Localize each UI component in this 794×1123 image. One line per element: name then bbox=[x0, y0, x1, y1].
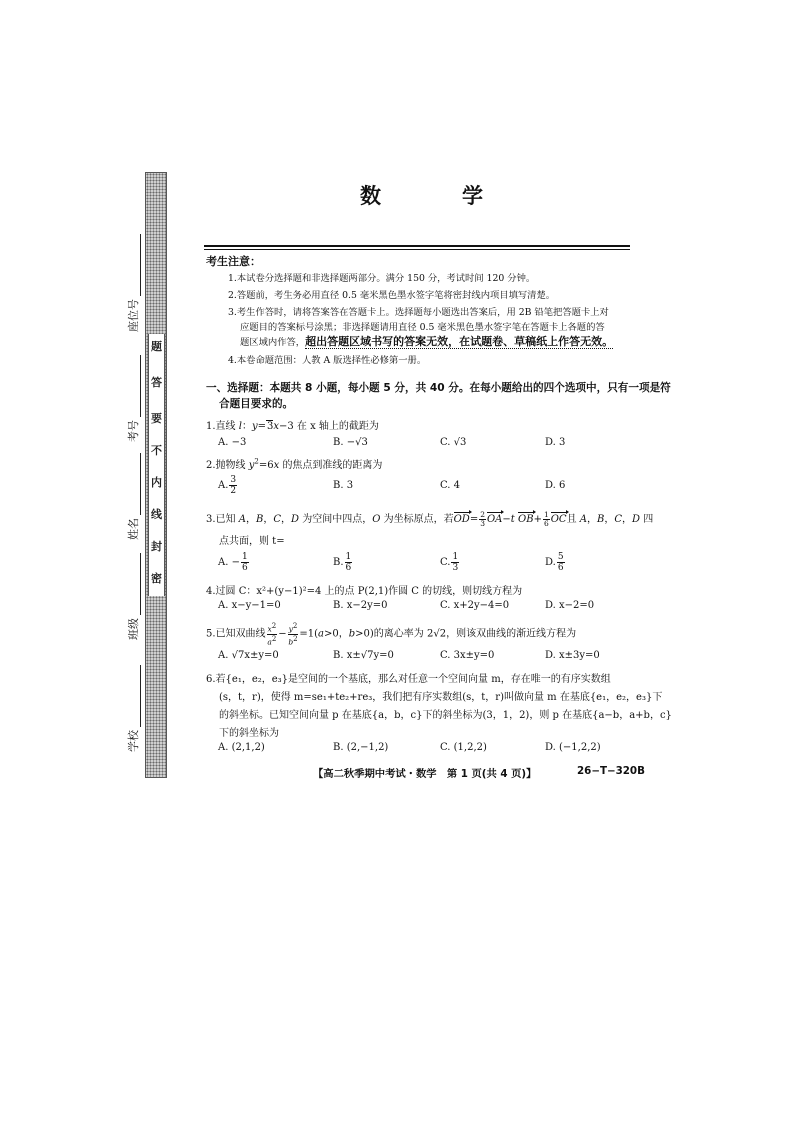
option-a[interactable]: A. $\frac{3}{2}$ bbox=[218, 475, 237, 496]
option-c[interactable]: C. $\frac{1}{3}$ bbox=[440, 552, 459, 573]
school-field[interactable] bbox=[125, 665, 141, 752]
option-d[interactable]: D. (−1,2,2) bbox=[545, 742, 601, 753]
option-a-label: A. − bbox=[218, 557, 240, 568]
option-b-label: B. bbox=[333, 557, 344, 568]
question-2: 2.抛物线 $y^2=6x$ 的焦点到准线的距离为 bbox=[206, 457, 383, 471]
option-d[interactable]: D. 6 bbox=[545, 480, 566, 491]
notice-item: 2.答题前，考生务必用直径 0.5 毫米黑色墨水签字笔将密封线内项目填写清楚。 bbox=[228, 290, 556, 301]
seal-char: 内 bbox=[151, 476, 162, 489]
option-a[interactable]: A. x−y−1=0 bbox=[218, 600, 281, 611]
notice-item: 应题目的答案标号涂黑；非选择题请用直径 0.5 毫米黑色墨水签字笔在答题卡上各题的答 bbox=[240, 322, 605, 333]
class-label: 班级 bbox=[127, 618, 140, 640]
name-field[interactable] bbox=[125, 453, 141, 540]
question-3: 3.已知 A，B，C，D 为空间中四点，O 为坐标原点，若OD= $\frac{2}{3}$ OA−t OB+ $\frac{1}{6}$ OC且 A，B，C，D 四 bbox=[206, 510, 654, 528]
class-field[interactable] bbox=[125, 553, 141, 640]
seal-warning-box bbox=[148, 334, 165, 596]
option-a[interactable]: A. √7x±y=0 bbox=[218, 650, 279, 661]
option-a[interactable]: A. −3 bbox=[218, 437, 247, 448]
option-c-label: C. bbox=[440, 557, 451, 568]
section-heading: 一、选择题：本题共 8 小题，每小题 5 分，共 40 分。在每小题给出的四个选项中，只有一项是符 bbox=[206, 382, 671, 394]
option-b[interactable]: B. x±√7y=0 bbox=[333, 650, 394, 661]
page-footer: 【高二秋季期中考试・数学 第 1 页(共 4 页)】 bbox=[313, 768, 537, 780]
option-c[interactable]: C. 3x±y=0 bbox=[440, 650, 495, 661]
option-d-label: D. bbox=[545, 557, 556, 568]
seal-char: 封 bbox=[151, 540, 162, 553]
notice-heading: 考生注意： bbox=[206, 255, 261, 268]
question-6-line2: (s，t，r)，使得 m=se₁+te₂+re₃，我们把有序实数组(s，t，r)叫做向量 m 在基底{e₁，e₂，e₃}下 bbox=[219, 692, 663, 703]
option-a[interactable]: A. (2,1,2) bbox=[218, 742, 265, 753]
option-b[interactable]: B. $\frac{1}{6}$ bbox=[333, 552, 352, 573]
option-b[interactable]: B. x−2y=0 bbox=[333, 600, 388, 611]
option-d[interactable]: D. x−2=0 bbox=[545, 600, 595, 611]
option-c[interactable]: C. (1,2,2) bbox=[440, 742, 487, 753]
question-6-line3: 的斜坐标。已知空间向量 p 在基底{a，b，c}下的斜坐标为(3，1，2)，则 p 在基底{a−b，a+b，c} bbox=[219, 710, 672, 721]
name-label: 姓名 bbox=[127, 518, 140, 540]
option-a[interactable]: A. − $\frac{1}{6}$ bbox=[218, 552, 248, 573]
question-6-line4: 下的斜坐标为 bbox=[219, 728, 279, 739]
seat-number-label: 座位号 bbox=[127, 299, 140, 332]
option-b[interactable]: B. −√3 bbox=[333, 437, 368, 448]
option-c[interactable]: C. x+2y−4=0 bbox=[440, 600, 510, 611]
question-3-line2: 点共面，则 t= bbox=[219, 536, 285, 547]
option-b[interactable]: B. (2,−1,2) bbox=[333, 742, 389, 753]
notice-emphasis: 超出答题区域书写的答案无效，在试题卷、草稿纸上作答无效。 bbox=[305, 335, 614, 348]
notice-item: 3.考生作答时，请将答案答在答题卡上。选择题每小题选出答案后，用 2B 铅笔把答题卡上对 bbox=[228, 307, 609, 318]
option-d[interactable]: D. 3 bbox=[545, 437, 566, 448]
notice-item: 4.本卷命题范围：人教 A 版选择性必修第一册。 bbox=[228, 355, 427, 366]
seal-char: 要 bbox=[151, 412, 162, 425]
paper-code: 26−T−320B bbox=[577, 765, 645, 777]
seal-char: 题 bbox=[151, 340, 162, 353]
option-b[interactable]: B. 3 bbox=[333, 480, 354, 491]
question-6: 6.若{e₁，e₂，e₃}是空间的一个基底，那么对任意一个空间向量 m，存在唯一的有序实数组 bbox=[206, 674, 611, 685]
notice-item bbox=[240, 333, 613, 349]
exam-number-label: 考号 bbox=[127, 420, 140, 442]
divider bbox=[204, 245, 630, 247]
question-5: 5.已知双曲线 $\frac{x^2}{a^2}$ − $\frac{y^2}{b^2}$ =1(a>0，b>0)的离心率为 2√2，则该双曲线的渐近线方程为 bbox=[206, 622, 577, 646]
seat-number-field[interactable] bbox=[125, 234, 141, 332]
section-heading: 合题目要求的。 bbox=[219, 398, 294, 410]
seal-char: 答 bbox=[151, 376, 162, 389]
question-4: 4.过圆 C：x²+(y−1)²=4 上的点 P(2,1)作圆 C 的切线，则切线方程为 bbox=[206, 586, 523, 597]
option-c[interactable]: C. 4 bbox=[440, 480, 461, 491]
option-d[interactable]: D. x±3y=0 bbox=[545, 650, 600, 661]
page-title: 数 学 bbox=[360, 184, 513, 208]
option-a-label: A. bbox=[218, 480, 229, 491]
option-d[interactable]: D. $\frac{5}{6}$ bbox=[545, 552, 564, 573]
seal-char: 密 bbox=[151, 572, 162, 585]
option-c[interactable]: C. √3 bbox=[440, 437, 467, 448]
question-1-text: 在 x 轴上的截距为 bbox=[296, 421, 379, 432]
question-5-text: 的离心率为 2√2，则该双曲线的渐近线方程为 bbox=[373, 628, 577, 640]
seal-char: 不 bbox=[151, 444, 162, 457]
notice-item: 1.本试卷分选择题和非选择题两部分。满分 150 分，考试时间 120 分钟。 bbox=[228, 273, 536, 284]
school-label: 学校 bbox=[127, 730, 140, 752]
question-2-text: 的焦点到准线的距离为 bbox=[282, 460, 383, 471]
exam-number-field[interactable] bbox=[125, 355, 141, 442]
question-1: 1.直线 l：y=3x−3 在 x 轴上的截距为 bbox=[206, 421, 379, 432]
notice-text: 题区域内作答， bbox=[240, 337, 306, 348]
seal-char: 线 bbox=[151, 508, 162, 521]
divider bbox=[204, 249, 630, 250]
